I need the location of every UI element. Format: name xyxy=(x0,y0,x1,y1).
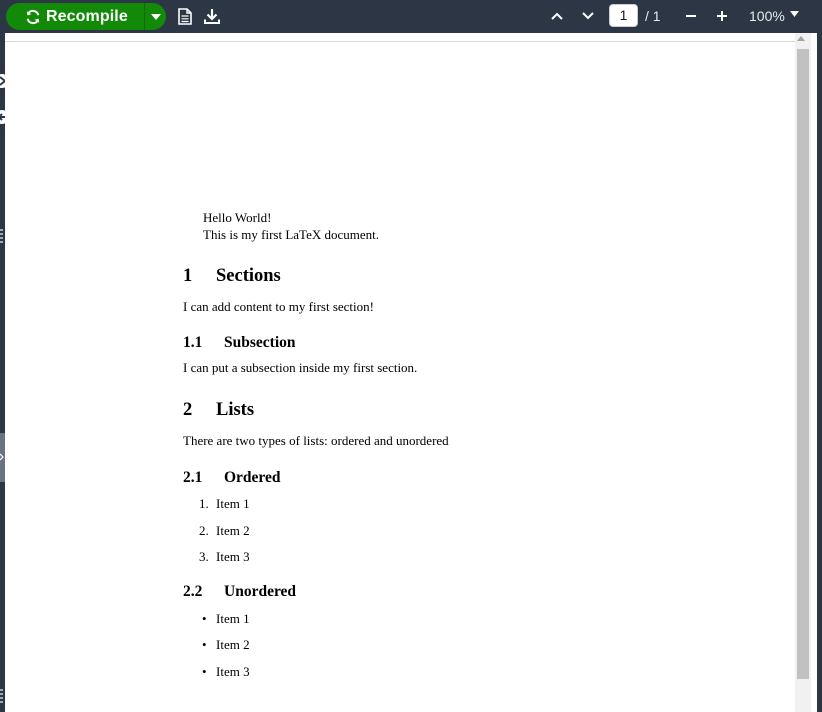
logs-button[interactable] xyxy=(176,7,194,25)
document-icon xyxy=(178,8,192,25)
zoom-level-select[interactable]: 100% xyxy=(749,8,785,24)
page-total: / 1 xyxy=(645,8,661,24)
resize-grip-bottom[interactable] xyxy=(0,688,4,706)
pdf-viewer xyxy=(5,33,817,712)
caret-down-icon[interactable] xyxy=(790,11,799,17)
chevron-up-icon xyxy=(551,12,563,20)
caret-down-icon xyxy=(151,14,161,20)
intro-line-1: Hello World! xyxy=(203,210,272,225)
subsection-number: 2.1 xyxy=(183,469,203,486)
list-marker: • xyxy=(202,637,207,652)
subsection-title: Subsection xyxy=(224,334,296,351)
grip-icon xyxy=(0,688,4,706)
subsection-heading xyxy=(183,469,281,487)
next-page-button[interactable] xyxy=(579,7,597,25)
plus-icon xyxy=(716,10,728,22)
download-icon xyxy=(204,8,220,24)
window-edge xyxy=(817,33,822,712)
list-marker: • xyxy=(202,611,207,626)
recompile-button-group xyxy=(6,3,166,30)
list-marker: 2. xyxy=(199,523,209,538)
section-body: There are two types of lists: ordered and unordered xyxy=(183,433,449,448)
subsection-number: 1.1 xyxy=(183,334,203,351)
scroll-up-arrow[interactable] xyxy=(797,36,805,41)
recompile-button[interactable] xyxy=(6,3,144,30)
pdf-toolbar xyxy=(0,0,822,33)
section-heading xyxy=(183,266,281,287)
list-marker: 1. xyxy=(199,496,209,511)
subsection-title: Ordered xyxy=(224,469,281,486)
subsection-heading xyxy=(183,334,296,352)
subsection-number: 2.2 xyxy=(183,583,203,600)
resize-grip[interactable] xyxy=(0,228,4,246)
intro-line-2: This is my first LaTeX document. xyxy=(203,227,380,242)
subsection-body: I can put a subsection inside my first section. xyxy=(183,360,418,375)
section-number: 2 xyxy=(183,400,193,420)
list-item: Item 1 xyxy=(216,611,250,626)
subsection-heading xyxy=(183,583,296,601)
page-number-input[interactable]: 1 xyxy=(609,4,638,27)
section-title: Sections xyxy=(216,266,281,286)
list-item: Item 3 xyxy=(216,664,250,679)
section-title: Lists xyxy=(216,400,255,420)
recompile-options-button[interactable] xyxy=(145,3,166,30)
list-item: Item 2 xyxy=(216,637,250,652)
previous-page-button[interactable] xyxy=(548,7,566,25)
list-item: Item 1 xyxy=(216,496,250,511)
zoom-in-button[interactable] xyxy=(713,7,731,25)
section-body: I can add content to my first section! xyxy=(183,299,374,314)
refresh-icon xyxy=(25,9,41,25)
minus-icon xyxy=(685,10,697,22)
recompile-label: Recompile xyxy=(46,7,128,25)
subsection-title: Unordered xyxy=(224,583,297,600)
section-number: 1 xyxy=(183,266,193,286)
list-marker: • xyxy=(202,664,207,679)
pdf-page xyxy=(5,33,795,712)
chevron-down-icon xyxy=(582,12,594,20)
scrollbar-thumb[interactable] xyxy=(797,49,809,679)
grip-icon xyxy=(0,228,4,246)
list-item: Item 2 xyxy=(216,523,250,538)
list-marker: 3. xyxy=(199,549,209,564)
list-item: Item 3 xyxy=(216,549,250,564)
download-pdf-button[interactable] xyxy=(203,7,221,25)
section-heading xyxy=(183,400,254,421)
zoom-out-button[interactable] xyxy=(682,7,700,25)
